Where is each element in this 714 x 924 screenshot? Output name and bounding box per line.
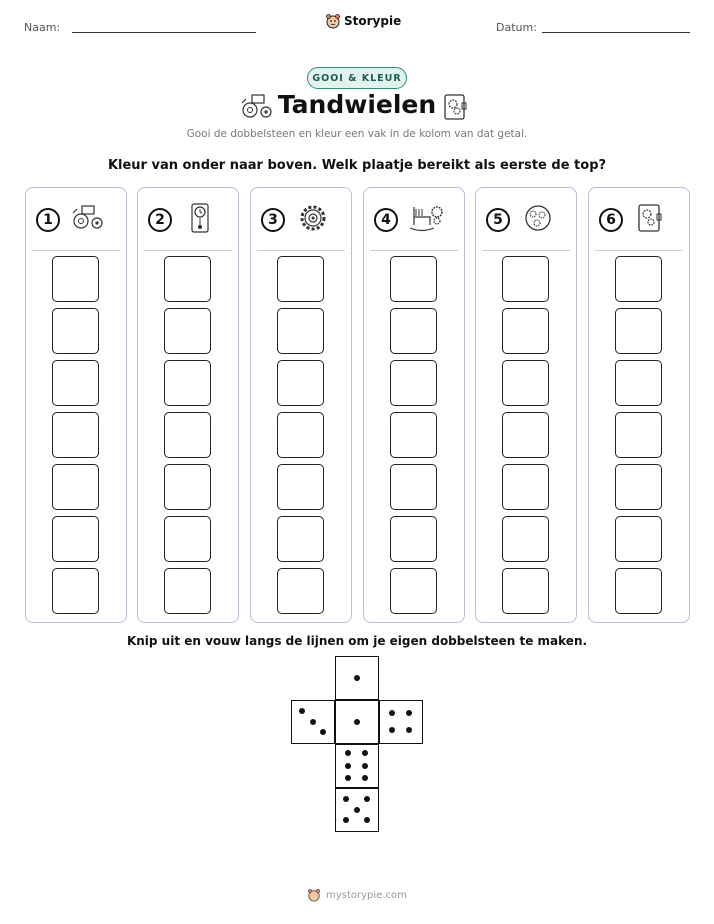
color-box[interactable] (164, 256, 211, 302)
color-box[interactable] (52, 516, 99, 562)
date-label: Datum: (496, 21, 537, 34)
activity-badge: GOOI & KLEUR (307, 67, 407, 89)
column-divider (257, 250, 345, 251)
column-3 (250, 187, 352, 623)
die-pip (362, 763, 368, 769)
column-divider (32, 250, 120, 251)
color-box[interactable] (615, 256, 662, 302)
footer (0, 888, 714, 902)
die-pip (364, 817, 370, 823)
die-pip (343, 796, 349, 802)
die-face-6 (335, 744, 379, 788)
color-box[interactable] (502, 360, 549, 406)
color-box[interactable] (390, 464, 437, 510)
die-pip (354, 719, 360, 725)
brand-name: Storypie (344, 14, 402, 28)
color-box[interactable] (502, 412, 549, 458)
color-box[interactable] (277, 464, 324, 510)
game-instruction: Kleur van onder naar boven. Welk plaatje bereikt als eerste de top? (107, 158, 607, 173)
die-pip (354, 807, 360, 813)
color-box[interactable] (502, 464, 549, 510)
color-box[interactable] (615, 360, 662, 406)
color-box[interactable] (390, 308, 437, 354)
die-pip (364, 796, 370, 802)
die-pip (345, 775, 351, 781)
color-box[interactable] (502, 516, 549, 562)
die-face-1 (335, 656, 379, 700)
page-subtitle: Gooi de dobbelsteen en kleur een vak in de kolom van dat getal. (186, 128, 528, 140)
die-instruction: Knip uit en vouw langs de lijnen om je eigen dobbelsteen te maken. (126, 634, 588, 648)
color-box[interactable] (52, 360, 99, 406)
die-pip (343, 817, 349, 823)
storypie-mascot-icon (325, 13, 341, 29)
color-box[interactable] (52, 464, 99, 510)
die-face-4 (379, 700, 423, 744)
color-box[interactable] (615, 412, 662, 458)
footer-url: mystorypie.com (326, 889, 407, 901)
die-face-1 (335, 700, 379, 744)
color-box[interactable] (502, 256, 549, 302)
column-number: 3 (261, 208, 285, 232)
die-pip (362, 750, 368, 756)
page-title: Tandwielen (277, 90, 437, 119)
gear-book-icon (442, 93, 468, 121)
grandfather-clock-icon (182, 203, 220, 235)
column-4 (363, 187, 465, 623)
die-pip (299, 708, 305, 714)
color-box[interactable] (164, 568, 211, 614)
color-box[interactable] (277, 360, 324, 406)
color-box[interactable] (164, 360, 211, 406)
gear-cookie-icon (520, 203, 558, 235)
color-box[interactable] (164, 516, 211, 562)
storypie-mascot-icon (307, 888, 321, 902)
color-box[interactable] (164, 464, 211, 510)
color-box[interactable] (277, 412, 324, 458)
column-1 (25, 187, 127, 623)
color-box[interactable] (390, 568, 437, 614)
color-box[interactable] (390, 412, 437, 458)
column-number: 4 (374, 208, 398, 232)
color-box[interactable] (390, 516, 437, 562)
column-6 (588, 187, 690, 623)
color-box[interactable] (615, 568, 662, 614)
color-box[interactable] (164, 308, 211, 354)
column-divider (595, 250, 683, 251)
color-box[interactable] (277, 308, 324, 354)
die-face-5 (335, 788, 379, 832)
name-label: Naam: (24, 21, 61, 34)
tractor-gears-icon (70, 203, 108, 235)
die-pip (406, 727, 412, 733)
color-box[interactable] (164, 412, 211, 458)
color-box[interactable] (390, 256, 437, 302)
die-face-3 (291, 700, 335, 744)
color-box[interactable] (390, 360, 437, 406)
die-pip (345, 763, 351, 769)
die-pip (354, 675, 360, 681)
die-pip (389, 710, 395, 716)
color-box[interactable] (277, 256, 324, 302)
gear-book-icon (633, 203, 671, 235)
gear-icon (295, 203, 333, 235)
color-box[interactable] (615, 464, 662, 510)
color-box[interactable] (502, 568, 549, 614)
die-pip (310, 719, 316, 725)
storypie-logo (325, 13, 401, 29)
die-pip (320, 729, 326, 735)
name-line (72, 32, 256, 33)
column-5 (475, 187, 577, 623)
column-divider (370, 250, 458, 251)
column-number: 2 (148, 208, 172, 232)
column-number: 5 (486, 208, 510, 232)
color-box[interactable] (277, 516, 324, 562)
color-box[interactable] (615, 516, 662, 562)
color-box[interactable] (52, 568, 99, 614)
die-pip (406, 710, 412, 716)
date-line (542, 32, 690, 33)
column-divider (482, 250, 570, 251)
color-box[interactable] (277, 568, 324, 614)
die-pip (389, 727, 395, 733)
die-pip (345, 750, 351, 756)
rocking-chair-gears-icon (408, 203, 446, 235)
column-number: 6 (599, 208, 623, 232)
color-box[interactable] (52, 256, 99, 302)
color-box[interactable] (615, 308, 662, 354)
die-pip (362, 775, 368, 781)
color-box[interactable] (52, 308, 99, 354)
column-number: 1 (36, 208, 60, 232)
color-box[interactable] (52, 412, 99, 458)
color-box[interactable] (502, 308, 549, 354)
column-divider (144, 250, 232, 251)
column-2 (137, 187, 239, 623)
